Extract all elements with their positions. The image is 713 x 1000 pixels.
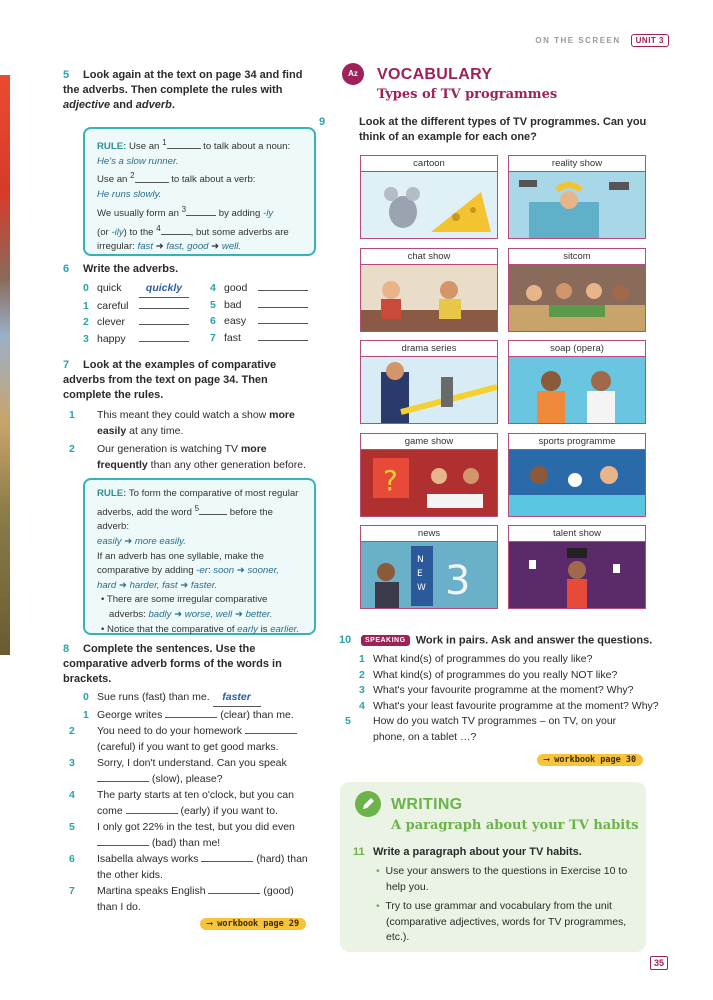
exercise-9-instruction: 9 Look at the different types of TV programmes. Can you think of an example for each one?: [319, 116, 647, 143]
list-item: 2 You need to do your homework (careful) if you want to get good marks.: [83, 724, 311, 755]
card-illustration: [361, 172, 497, 239]
list-item: 1 What kind(s) of programmes do you really like?: [359, 653, 593, 665]
card-caption: drama series: [361, 341, 497, 357]
exercise-5-instruction: 5 Look again at the text on page 34 and find the adverbs. Then complete the rules with adjective and adverb.: [63, 69, 303, 111]
list-item: 5 How do you watch TV programmes – on TV, on your phone, on a tablet …?: [345, 715, 617, 743]
exercise-8-sentences: [69, 690, 311, 915]
exercise-6-left-list: [83, 280, 203, 347]
tv-card-cartoon: [360, 155, 498, 239]
landscape-photo-strip: [0, 75, 10, 655]
exercise-8-instruction: 8 Complete the sentences. Use the comparative adverb forms of the words in brackets.: [63, 643, 282, 685]
page-number: 35: [650, 956, 668, 970]
answer-field[interactable]: [245, 733, 297, 734]
card-illustration: [361, 357, 497, 424]
pencil-icon: [355, 791, 381, 817]
list-item: 7 Martina speaks English (good) than I do.: [69, 885, 294, 913]
section-name: ON THE SCREEN: [535, 36, 621, 45]
answer-field[interactable]: [126, 813, 178, 814]
list-item: 3 Sorry, I don't understand. Can you speak (slow), please?: [69, 757, 287, 785]
answer-field[interactable]: [139, 308, 189, 309]
list-item: 3 happy: [83, 331, 203, 348]
exercise-10-questions: [345, 652, 659, 745]
card-illustration: [509, 172, 645, 239]
list-item: 1 This meant they could watch a show more easily at any time.: [69, 409, 295, 437]
card-illustration: [509, 542, 645, 609]
writing-subtitle: A paragraph about your TV habits: [391, 818, 639, 833]
answer-field[interactable]: [258, 340, 308, 341]
tv-card-news: [360, 525, 498, 609]
card-caption: cartoon: [361, 156, 497, 172]
workbook-link-30[interactable]: ⟶ workbook page 30: [537, 754, 643, 766]
list-item: 4 good: [210, 280, 320, 297]
answer-field[interactable]: [258, 290, 308, 291]
exercise-6-right-list: [210, 280, 320, 346]
list-item: 0 quick quickly: [83, 280, 203, 298]
answer-field[interactable]: [97, 781, 149, 782]
workbook-link-29[interactable]: ⟶ workbook page 29: [200, 918, 306, 930]
card-caption: soap (opera): [509, 341, 645, 357]
list-item: 5 bad: [210, 297, 320, 314]
card-caption: reality show: [509, 156, 645, 172]
tv-card-sports-programme: [508, 433, 646, 517]
answer-field[interactable]: [139, 324, 189, 325]
list-item: 1 careful: [83, 298, 203, 315]
tv-card-talent-show: [508, 525, 646, 609]
list-item: • Use your answers to the questions in Exercise 10 to help you.: [376, 865, 628, 893]
list-item: 2 clever: [83, 314, 203, 331]
svg-text:3: 3: [445, 558, 471, 604]
answer-field[interactable]: [201, 861, 253, 862]
vocabulary-title: VOCABULARY: [377, 66, 493, 83]
answer-field[interactable]: [258, 307, 308, 308]
card-caption: game show: [361, 434, 497, 450]
list-item: 2 Our generation is watching TV more frequently than any other generation before.: [69, 443, 306, 471]
vocabulary-icon: Az: [342, 63, 364, 85]
list-item: 3 What's your favourite programme at the moment? Why?: [359, 684, 634, 696]
card-caption: talent show: [509, 526, 645, 542]
list-item: 7 fast: [210, 330, 320, 347]
tv-card-soap-opera: [508, 340, 646, 424]
tv-card-game-show: [360, 433, 498, 517]
svg-text:?: ?: [383, 463, 398, 497]
answer-field[interactable]: [208, 893, 260, 894]
writing-title: WRITING: [391, 796, 463, 813]
exercise-11-bullets: [372, 864, 632, 946]
list-item: • Try to use grammar and vocabulary from the unit (comparative adjectives, words for TV programmes, etc.).: [376, 900, 627, 943]
speaking-badge: SPEAKING: [361, 635, 410, 646]
exercise-11-instruction: 11 Write a paragraph about your TV habits.: [353, 846, 582, 858]
rule-box-adverbs: RULE: Use an $^1$ to talk about a noun: He's a slow runner. Use an $^2$ to talk about a verb: He runs slowly. We usually form an $^3$ by adding -ly (or -ily) to the $^4$ , but some adverbs are irregular: fast ➜ fast, good ➜ well.: [83, 127, 316, 256]
svg-text:N: N: [417, 555, 424, 565]
answer-field[interactable]: faster: [213, 690, 261, 707]
answer-field[interactable]: [139, 341, 189, 342]
exercise-7-examples: [69, 408, 319, 473]
tv-card-reality-show: [508, 155, 646, 239]
list-item: 6 Isabella always works (hard) than the other kids.: [69, 853, 308, 881]
exercise-6-instruction: 6 Write the adverbs.: [63, 263, 179, 275]
rule-box-comparatives: RULE: To form the comparative of most regular adverbs, add the word $^5$ before the adverb: easily ➜ more easily. If an adverb has one syllable, make the comparative by adding -er: soon ➜ sooner, hard ➜ harder, fast ➜ faster. • There are some irregular comparative adverbs: badly ➜ worse, well ➜ better. • Notice that the comparative of early is earlier.: [83, 478, 316, 635]
card-illustration: [361, 450, 497, 517]
unit-badge: UNIT 3: [631, 34, 669, 47]
answer-field[interactable]: quickly: [139, 280, 189, 298]
vocabulary-subtitle: Types of TV programmes: [377, 87, 558, 102]
list-item: 5 I only got 22% in the test, but you did even (bad) than me!: [69, 821, 295, 849]
page-header: [535, 34, 669, 47]
list-item: 4 What's your least favourite programme at the moment? Why?: [359, 699, 659, 712]
tv-card-drama-series: [360, 340, 498, 424]
list-item: 0 Sue runs (fast) than me. faster: [83, 690, 311, 707]
card-caption: sitcom: [509, 249, 645, 265]
answer-field[interactable]: [97, 845, 149, 846]
card-illustration: [509, 357, 645, 424]
list-item: 4 The party starts at ten o'clock, but you can come (early) if you want to.: [69, 789, 294, 817]
exercise-10-instruction: 10 SPEAKING Work in pairs. Ask and answer the questions.: [339, 634, 653, 647]
svg-text:W: W: [417, 583, 426, 593]
answer-field[interactable]: [258, 323, 308, 324]
list-item: 2 What kind(s) of programmes do you really NOT like?: [359, 668, 618, 681]
card-caption: sports programme: [509, 434, 645, 450]
card-illustration: [361, 265, 497, 332]
tv-card-chat-show: [360, 248, 498, 332]
list-item: 1 George writes (clear) than me.: [83, 708, 294, 721]
svg-text:E: E: [417, 569, 423, 579]
list-item: 6 easy: [210, 313, 320, 330]
card-caption: news: [361, 526, 497, 542]
answer-field[interactable]: [165, 717, 217, 718]
exercise-7-instruction: 7 Look at the examples of comparative adverbs from the text on page 34. Then complete the rules.: [63, 359, 277, 401]
tv-card-sitcom: [508, 248, 646, 332]
card-illustration: [361, 542, 497, 609]
card-caption: chat show: [361, 249, 497, 265]
card-illustration: [509, 450, 645, 517]
card-illustration: [509, 265, 645, 332]
